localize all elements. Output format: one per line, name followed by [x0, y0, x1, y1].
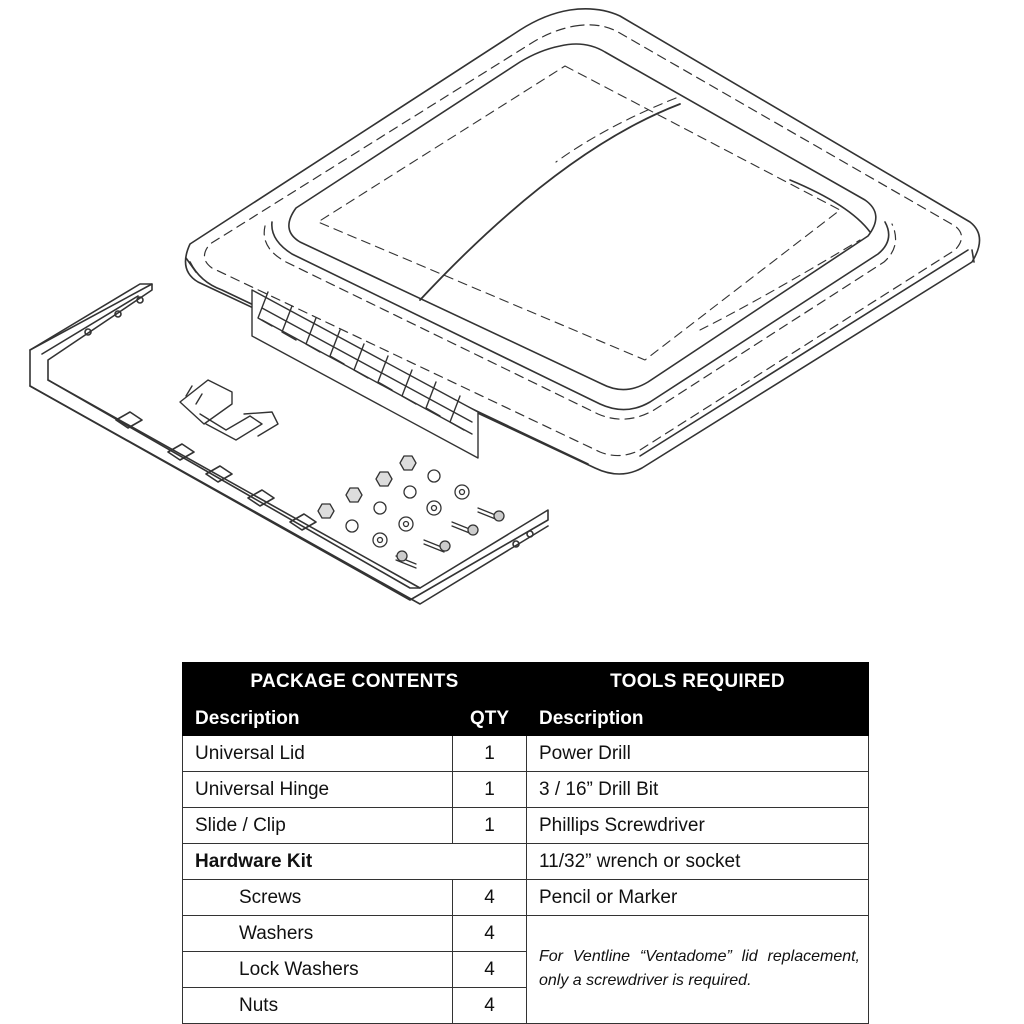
universal-lid-drawing — [186, 9, 980, 474]
qty-column-header: QTY — [453, 702, 527, 736]
table-row — [183, 880, 869, 916]
tools-required-title: TOOLS REQUIRED — [527, 663, 869, 702]
package-contents-title: PACKAGE CONTENTS — [183, 663, 527, 702]
tool-description: Phillips Screwdriver — [527, 808, 869, 844]
item-qty: 4 — [453, 880, 527, 916]
table-row — [183, 736, 869, 772]
table-row — [183, 808, 869, 844]
item-description: Washers — [183, 916, 453, 952]
item-description: Universal Lid — [183, 736, 453, 772]
package-contents-table — [182, 662, 869, 1024]
item-qty: 4 — [453, 952, 527, 988]
tools-note: For Ventline “Ventadome” lid replacement, only a screwdriver is required. — [527, 916, 869, 1024]
table-column-header-row — [183, 702, 869, 736]
item-description: Universal Hinge — [183, 772, 453, 808]
item-description: Lock Washers — [183, 952, 453, 988]
item-description: Nuts — [183, 988, 453, 1024]
table-row — [183, 916, 869, 952]
table-row — [183, 844, 869, 880]
item-qty: 1 — [453, 808, 527, 844]
tool-description-column-header: Description — [527, 702, 869, 736]
item-qty: 4 — [453, 916, 527, 952]
item-description: Screws — [183, 880, 453, 916]
tool-description: Pencil or Marker — [527, 880, 869, 916]
slide-clip-drawing — [180, 380, 278, 440]
tool-description: Power Drill — [527, 736, 869, 772]
table-row — [183, 772, 869, 808]
item-qty: 1 — [453, 736, 527, 772]
item-description: Slide / Clip — [183, 808, 453, 844]
item-qty: 1 — [453, 772, 527, 808]
description-column-header: Description — [183, 702, 453, 736]
table-title-row — [183, 663, 869, 702]
tool-description: 3 / 16” Drill Bit — [527, 772, 869, 808]
tool-description: 11/32” wrench or socket — [527, 844, 869, 880]
item-description-group: Hardware Kit — [183, 844, 527, 880]
item-qty: 4 — [453, 988, 527, 1024]
